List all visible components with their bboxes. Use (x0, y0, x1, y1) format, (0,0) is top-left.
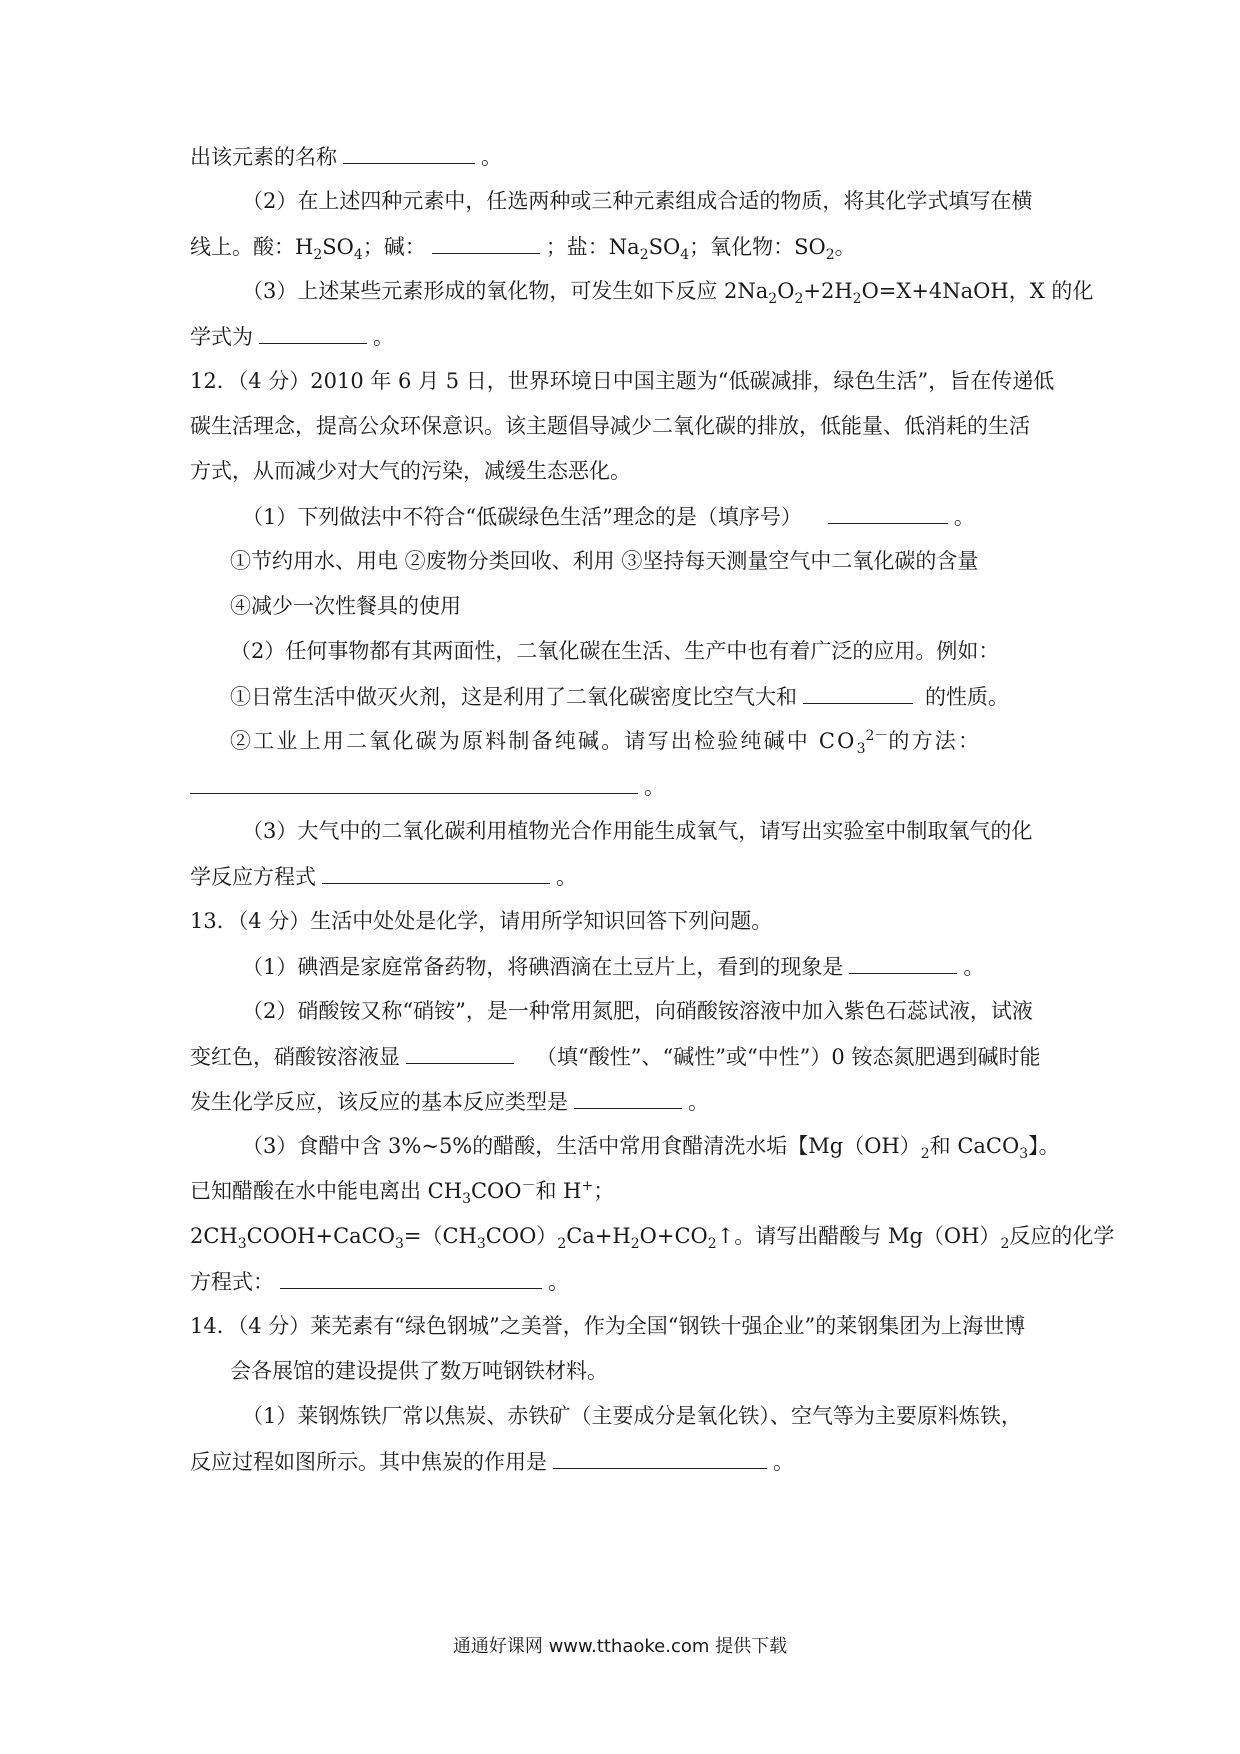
text-segment: ；氧化物：SO (689, 235, 826, 259)
text-segment: 。 (963, 955, 985, 979)
text-segment: 。 (556, 865, 577, 889)
text-segment: 的性质。 (925, 685, 1009, 709)
text-line (0, 321, 1240, 352)
text-segment: ④减少一次性餐具的使用 (230, 594, 461, 618)
question-14-title (0, 1311, 1240, 1341)
text-line (0, 771, 1240, 802)
text-line (0, 186, 1240, 216)
text-line (0, 1266, 1240, 1297)
page-footer: 通通好课网 www.tthaoke.com 提供下载 (452, 1636, 788, 1657)
answer-blank[interactable] (259, 321, 367, 344)
text-segment: 方程式： (190, 1270, 274, 1294)
text-segment: 已知醋酸在水中能电离出 CH (190, 1179, 463, 1203)
text-segment: （填“酸性”、“碱性”或“中性”）0 铵态氮肥遇到碱时能 (536, 1045, 1041, 1069)
text-segment: 2 (557, 1236, 567, 1253)
text-segment: 碳生活理念，提高公众环保意识。该主题倡导减少二氧化碳的排放，低能量、低消耗的生活 (190, 414, 1030, 438)
text-segment: 和 H (535, 1179, 582, 1203)
text-segment: 】。 (1028, 1134, 1060, 1158)
text-segment: 。 (481, 145, 502, 169)
text-segment: 2 (639, 247, 649, 264)
answer-blank[interactable] (803, 681, 913, 704)
text-segment: 3 (856, 741, 866, 758)
text-segment: 。 (773, 1450, 794, 1474)
text-segment: COO (470, 1179, 522, 1203)
text-segment: （3）上述某些元素形成的氧化物，可发生如下反应 2Na (242, 279, 769, 303)
text-line (0, 636, 1240, 666)
text-segment: 2CH (190, 1224, 238, 1248)
text-segment: 2 (852, 291, 862, 308)
text-segment: （3）大气中的二氧化碳利用植物光合作用能生成氧气，请写出实验室中制取氧气的化 (242, 819, 1033, 843)
text-line (0, 231, 1240, 262)
text-segment: =（CH (403, 1224, 477, 1248)
text-line (0, 1401, 1240, 1431)
text-line (0, 681, 1240, 712)
question-13-title (0, 906, 1240, 936)
answer-blank[interactable] (828, 501, 948, 524)
text-segment: 。 (548, 1270, 569, 1294)
text-segment: SO (648, 235, 681, 259)
text-segment: 2 (825, 247, 835, 264)
answer-blank[interactable] (280, 1266, 542, 1289)
text-segment: － (521, 1178, 536, 1194)
answer-blank[interactable] (322, 861, 550, 884)
text-line (0, 996, 1240, 1026)
text-line (0, 951, 1240, 982)
text-segment: ；碱： (362, 235, 426, 259)
text-segment: 2 (313, 247, 323, 264)
answer-blank[interactable] (432, 231, 540, 254)
text-segment: 。 (373, 325, 394, 349)
answer-blank[interactable] (574, 1086, 682, 1109)
text-segment: 4 (680, 247, 690, 264)
answer-blank[interactable] (343, 141, 475, 164)
text-segment: 2 (768, 291, 778, 308)
text-segment: 。 (644, 775, 665, 799)
text-segment: 2 (630, 1236, 640, 1253)
text-segment: 。 (688, 1090, 709, 1114)
text-line (0, 456, 1240, 486)
text-segment: 。 (834, 235, 856, 259)
text-segment: +2H (803, 279, 853, 303)
text-line (0, 501, 1240, 532)
text-segment: 3 (476, 1236, 486, 1253)
text-segment: COOH+CaCO (246, 1224, 395, 1248)
text-line (0, 141, 1240, 172)
text-segment: O+CO (639, 1224, 708, 1248)
text-segment: 12．（4 分）2010 年 6 月 5 日，世界环境日中国主题为“低碳减排，绿色生活”，旨在传递低 (190, 369, 1055, 393)
text-segment: （1）莱钢炼铁厂常以焦炭、赤铁矿（主要成分是氧化铁）、空气等为主要原料炼铁， (242, 1404, 1022, 1428)
text-segment: 2 (794, 291, 804, 308)
text-line (0, 1176, 1240, 1206)
text-segment: 3 (237, 1236, 247, 1253)
text-line (0, 816, 1240, 846)
text-segment: 学式为 (190, 325, 253, 349)
text-line (0, 1086, 1240, 1117)
text-segment: 2 (920, 1146, 930, 1163)
text-segment: 发生化学反应，该反应的基本反应类型是 (190, 1090, 568, 1114)
text-segment: 3 (1019, 1146, 1029, 1163)
text-segment: ②工业上用二氧化碳为原料制备纯碱。请写出检验纯碱中 CO (230, 729, 857, 753)
answer-blank[interactable] (190, 771, 638, 794)
text-segment: （1）下列做法中不符合“低碳绿色生活”理念的是（填序号） (242, 505, 802, 529)
text-segment: （2）任何事物都有其两面性，二氧化碳在生活、生产中也有着广泛的应用。例如： (230, 639, 1000, 663)
text-segment: Ca+H (566, 1224, 631, 1248)
text-segment: 2 (1000, 1236, 1010, 1253)
text-segment: 反应的化学 (1009, 1224, 1115, 1248)
text-segment: + (581, 1178, 594, 1194)
text-line (0, 1041, 1240, 1072)
text-line (0, 1446, 1240, 1477)
text-line (0, 546, 1240, 576)
answer-blank[interactable] (553, 1446, 767, 1469)
text-segment: O=X+4NaOH，X 的化 (861, 279, 1094, 303)
text-segment: COO） (485, 1224, 558, 1248)
text-segment: SO (322, 235, 354, 259)
text-segment: 。 (953, 505, 975, 529)
text-line (0, 591, 1240, 621)
text-line (0, 861, 1240, 892)
text-segment: ； (593, 1179, 615, 1203)
text-line (0, 726, 1240, 756)
text-line (0, 1131, 1240, 1161)
text-line (0, 276, 1240, 306)
text-segment: 会各展馆的建设提供了数万吨钢铁材料。 (230, 1359, 608, 1383)
text-segment: 3 (394, 1236, 404, 1253)
text-segment: （2）硝酸铵又称“硝铵”，是一种常用氮肥，向硝酸铵溶液中加入紫色石蕊试液，试液 (242, 999, 1033, 1023)
text-segment: ①日常生活中做灭火剂，这是利用了二氧化碳密度比空气大和 (230, 685, 797, 709)
text-segment: 和 CaCO (929, 1134, 1020, 1158)
answer-blank[interactable] (406, 1041, 514, 1064)
text-segment: 14．（4 分）莱芜素有“绿色钢城”之美誉，作为全国“钢铁十强企业”的莱钢集团为上海世博 (190, 1314, 1026, 1338)
text-segment: （1）碘酒是家庭常备药物，将碘酒滴在土豆片上，看到的现象是 (242, 955, 844, 979)
text-segment: （3）食醋中含 3%~5%的醋酸，生活中常用食醋清洗水垢【Mg（OH） (242, 1134, 921, 1158)
text-segment: 3 (462, 1191, 471, 1208)
text-segment: 变红色，硝酸铵溶液显 (190, 1045, 400, 1069)
text-segment: 2 (707, 1236, 717, 1253)
text-segment: 4 (353, 247, 363, 264)
text-line (0, 411, 1240, 441)
text-segment: 反应过程如图所示。其中焦炭的作用是 (190, 1450, 547, 1474)
text-line (0, 1356, 1240, 1386)
answer-blank[interactable] (849, 951, 957, 974)
question-12-title (0, 366, 1240, 396)
text-segment: ①节约用水、用电 ②废物分类回收、利用 ③坚持每天测量空气中二氧化碳的含量 (230, 549, 979, 573)
text-segment: 线上。酸：H (190, 235, 314, 259)
text-segment: O (777, 279, 795, 303)
text-segment: ↑。请写出醋酸与 Mg（OH） (716, 1224, 1001, 1248)
text-segment: 2－ (865, 728, 889, 744)
text-line (0, 1221, 1240, 1251)
text-segment: 的方法： (888, 729, 982, 753)
text-segment: 方式，从而减少对大气的污染，减缓生态恶化。 (190, 459, 631, 483)
text-segment: （2）在上述四种元素中，任选两种或三种元素组成合适的物质，将其化学式填写在横 (242, 189, 1033, 213)
text-segment: 出该元素的名称 (190, 145, 337, 169)
text-segment: 13．（4 分）生活中处处是化学，请用所学知识回答下列问题。 (190, 909, 773, 933)
text-segment: ；盐：Na (545, 235, 640, 259)
text-segment: 学反应方程式 (190, 865, 316, 889)
